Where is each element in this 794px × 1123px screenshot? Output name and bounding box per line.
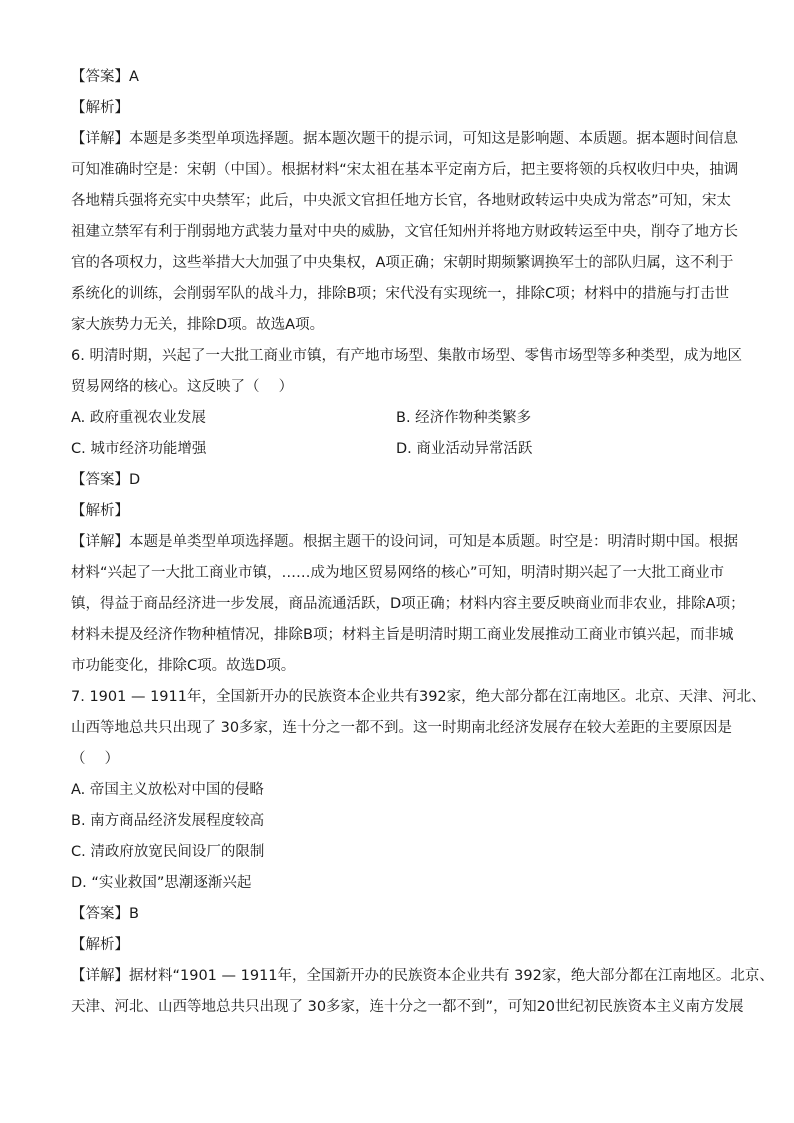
q6-answer: 【答案】D	[71, 472, 141, 488]
q6-detail-line: 市功能变化，排除C项。故选D项。	[71, 658, 296, 674]
q6-detail-line: 镇，得益于商品经济进一步发展，商品流通活跃，D项正确；材料内容主要反映商业而非农业，排除A项；	[71, 596, 745, 612]
q7-stem-line: 山西等地总共只出现了 30多家，连十分之一都不到。这一时期南北经济发展存在较大差距的主要原因是	[71, 720, 733, 736]
q7-option-a: A. 帝国主义放松对中国的侵略	[71, 782, 264, 798]
q5-detail-line: 家大族势力无关，排除D项。故选A项。	[71, 317, 325, 333]
q6-option-d: D. 商业活动异常活跃	[396, 441, 533, 457]
q5-detail-line: 系统化的训练，会削弱军队的战斗力，排除B项；宋代没有实现统一，排除C项；材料中的措施与打击世	[71, 286, 730, 302]
q6-option-b: B. 经济作物种类繁多	[396, 410, 532, 426]
q5-detail-line: 各地精兵强将充实中央禁军；此后，中央派文官担任地方长官，各地财政转运中央成为常态”可知，宋太	[71, 193, 732, 209]
q5-detail-line: 官的各项权力，这些举措大大加强了中央集权，A项正确；宋朝时期频繁调换军士的部队归属，这不利于	[71, 255, 734, 271]
q7-detail-line: 天津、河北、山西等地总共只出现了 30多家，连十分之一都不到”，可知20世纪初民族资本主义南方发展	[71, 999, 744, 1015]
q6-stem-line: 6. 明清时期，兴起了一大批工商业市镇，有产地市场型、集散市场型、零售市场型等多种类型，成为地区	[71, 348, 742, 364]
q7-answer: 【答案】B	[71, 906, 139, 922]
q7-option-c: C. 清政府放宽民间设厂的限制	[71, 844, 265, 860]
q7-detail-line: 【详解】据材料“1901 — 1911年，全国新开办的民族资本企业共有 392家，绝大部分都在江南地区。北京、	[71, 968, 774, 984]
q5-detail-line: 可知准确时空是：宋朝（中国）。根据材料“宋太祖在基本平定南方后，把主要将领的兵权收归中央，抽调	[71, 162, 739, 178]
q6-analysis-label: 【解析】	[71, 503, 129, 519]
q6-option-a: A. 政府重视农业发展	[71, 410, 206, 426]
q7-option-b: B. 南方商品经济发展程度较高	[71, 813, 265, 829]
q7-stem-line: （ ）	[71, 751, 120, 767]
q6-detail-line: 材料“兴起了一大批工商业市镇，……成为地区贸易网络的核心”可知，明清时期兴起了一大批工商业市	[71, 565, 725, 581]
q5-analysis-label: 【解析】	[71, 100, 129, 116]
q6-detail-line: 材料未提及经济作物种植情况，排除B项；材料主旨是明清时期工商业发展推动工商业市镇兴起，而非城	[71, 627, 734, 643]
q6-detail	[71, 527, 745, 682]
q7-detail	[71, 961, 774, 1023]
q7-stem-line: 7. 1901 — 1911年，全国新开办的民族资本企业共有392家，绝大部分都在江南地区。北京、天津、河北、	[71, 689, 766, 705]
q5-detail	[71, 124, 738, 341]
q7-option-d: D. “实业救国”思潮逐渐兴起	[71, 875, 252, 891]
q7-analysis-label: 【解析】	[71, 937, 129, 953]
q6-stem-line: 贸易网络的核心。这反映了（ ）	[71, 379, 294, 395]
q6-stem	[71, 341, 742, 403]
q7-stem	[71, 682, 766, 775]
q6-options-row-2	[71, 434, 738, 465]
q5-answer: 【答案】A	[71, 69, 139, 85]
q6-options-row-1	[71, 403, 738, 434]
q5-detail-line: 【详解】本题是多类型单项选择题。据本题次题干的提示词，可知这是影响题、本质题。据本题时间信息	[71, 131, 738, 147]
q6-option-c: C. 城市经济功能增强	[71, 441, 207, 457]
q6-detail-line: 【详解】本题是单类型单项选择题。根据主题干的设问词，可知是本质题。时空是：明清时期中国。根据	[71, 534, 738, 550]
q5-detail-line: 祖建立禁军有利于削弱地方武装力量对中央的威胁，文官任知州并将地方财政转运至中央，削夺了地方长	[71, 224, 738, 240]
